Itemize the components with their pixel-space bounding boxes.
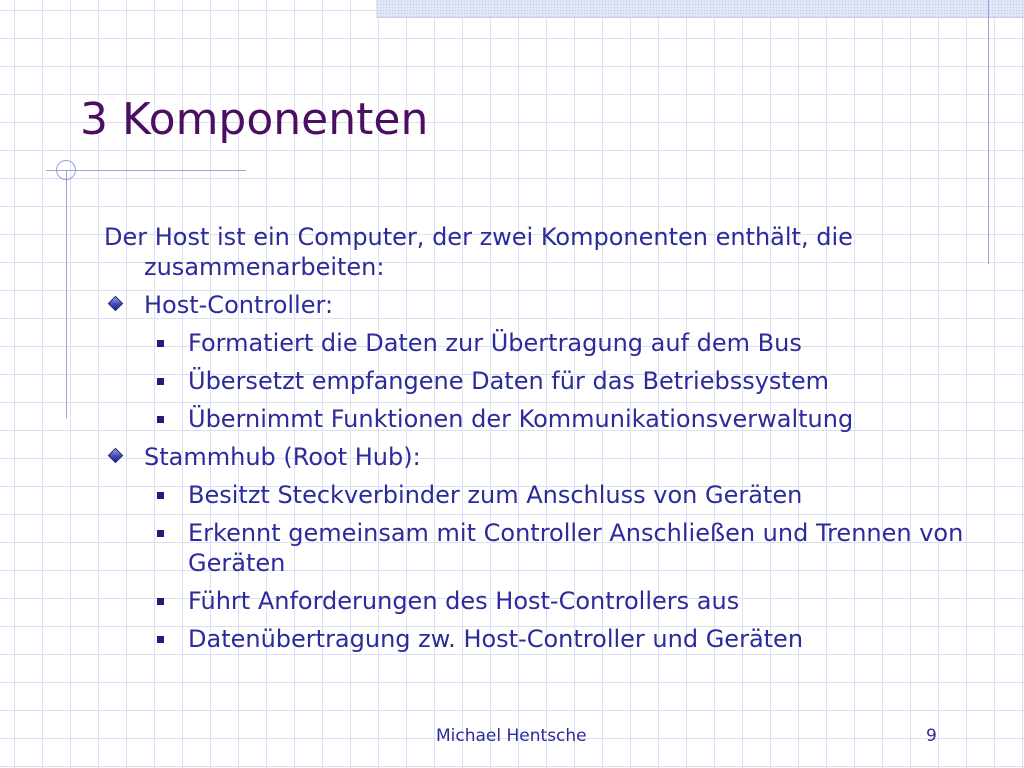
title-ring-ornament	[56, 160, 76, 180]
left-decorative-line	[66, 170, 67, 418]
list-item-text: Formatiert die Daten zur Übertragung auf dem Bus	[188, 329, 802, 357]
item-list	[144, 328, 974, 434]
list-item	[144, 480, 974, 510]
slide-content	[104, 222, 974, 662]
list-item	[144, 366, 974, 396]
square-bullet-icon	[157, 598, 164, 605]
section-host-controller	[104, 290, 974, 434]
diamond-icon	[109, 449, 122, 462]
list-item-text: Erkennt gemeinsam mit Controller Anschließen und Trennen von Geräten	[188, 519, 964, 577]
list-item-text: Führt Anforderungen des Host-Controllers aus	[188, 587, 740, 615]
square-bullet-icon	[157, 530, 164, 537]
right-decorative-line	[988, 0, 989, 264]
list-item-text: Übersetzt empfangene Daten für das Betriebssystem	[188, 367, 829, 395]
list-item-text: Besitzt Steckverbinder zum Anschluss von Geräten	[188, 481, 803, 509]
list-item-text: Datenübertragung zw. Host-Controller und Geräten	[188, 625, 804, 653]
list-item	[144, 328, 974, 358]
title-underline	[46, 170, 246, 171]
slide-title: 3 Komponenten	[80, 94, 429, 145]
section-heading: Stammhub (Root Hub):	[144, 443, 421, 471]
diamond-icon	[109, 297, 122, 310]
square-bullet-icon	[157, 416, 164, 423]
item-list	[144, 480, 974, 654]
page-number: 9	[926, 726, 937, 746]
list-item-text: Übernimmt Funktionen der Kommunikationsverwaltung	[188, 405, 854, 433]
list-item	[144, 586, 974, 616]
top-decorative-band	[376, 0, 1024, 18]
list-item	[144, 624, 974, 654]
list-item	[144, 404, 974, 434]
section-root-hub	[104, 442, 974, 654]
footer-author: Michael Hentsche	[436, 726, 587, 746]
square-bullet-icon	[157, 492, 164, 499]
square-bullet-icon	[157, 378, 164, 385]
list-item	[144, 518, 974, 578]
section-heading: Host-Controller:	[144, 291, 334, 319]
intro-text: Der Host ist ein Computer, der zwei Komponenten enthält, die zusammenarbeiten:	[104, 223, 853, 281]
square-bullet-icon	[157, 340, 164, 347]
square-bullet-icon	[157, 636, 164, 643]
